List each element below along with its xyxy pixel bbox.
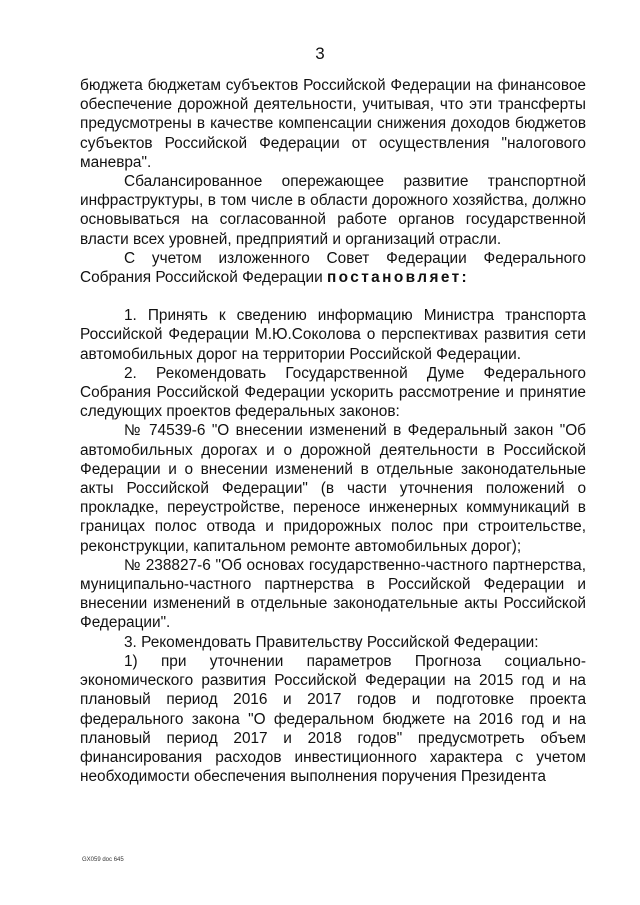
resolution-lead-text: С учетом изложенного Совет Федерации Федерального Собрания Российской Федерации [80, 249, 586, 287]
paragraph-budget-transfers: бюджета бюджетам субъектов Российской Федерации на финансовое обеспечение дорожной деятельности, учитывая, что эти трансферты предусмотрены в качестве компенсации снижения доходов бюджетов субъектов Российской Федерации от осуществления "налогового маневра". [80, 77, 586, 171]
footer-document-code: GX059 doc 645 [82, 857, 124, 863]
item-1-accept-information: 1. Принять к сведению информацию Министра транспорта Российской Федерации М.Ю.Соколова о перспективах развития сети автомобильных дорог на территории Российской Федерации. [80, 307, 586, 363]
paragraph-resolution-lead [80, 249, 586, 287]
item-2-recommend-state-duma: 2. Рекомендовать Государственной Думе Федерального Собрания Российской Федерации ускорить рассмотрение и принятие следующих проектов федеральных законов: [80, 364, 586, 421]
resolution-verb: постановляет: [326, 269, 470, 287]
paragraph-infrastructure-development: Сбалансированное опережающее развитие транспортной инфраструктуры, в том числе в области дорожного хозяйства, должно основываться на согласованной работе органов государственной власти всех уровней, предприятий и организаций отрасли. [80, 173, 586, 248]
bill-74539-6: № 74539-6 "О внесении изменений в Федеральный закон "Об автомобильных дорогах и о дорожной деятельности в Российской Федерации и о внесении изменений в отдельные законодательные акты Российской Федерации" (в части уточнения положений о прокладке, переустройстве, переносе инженерных коммуникаций в границах полос отвода и придорожных полос при строительстве, реконструкции, капитальном ремонте автомобильных дорог); [80, 422, 586, 555]
item-3-recommend-government: 3. Рекомендовать Правительству Российской Федерации: [124, 633, 539, 651]
subitem-3-1-forecast-parameters: 1) при уточнении параметров Прогноза социально-экономического развития Российской Федерации на 2015 год и на плановый период 2016 и 2017 годов и подготовке проекта федерального закона "О федеральном бюджете на 2016 год и на плановый период 2017 и 2018 годов" предусмотреть объем финансирования расходов инвестиционного характера с учетом необходимости обеспечения выполнения поручения Президента [80, 652, 586, 786]
bill-238827-6: № 238827-6 "Об основах государственно-частного партнерства, муниципально-частного партнерства в Российской Федерации и внесении изменений в отдельные законодательные акты Российской Федерации". [80, 556, 586, 632]
page-number: 3 [315, 44, 325, 63]
document-body [80, 76, 586, 786]
